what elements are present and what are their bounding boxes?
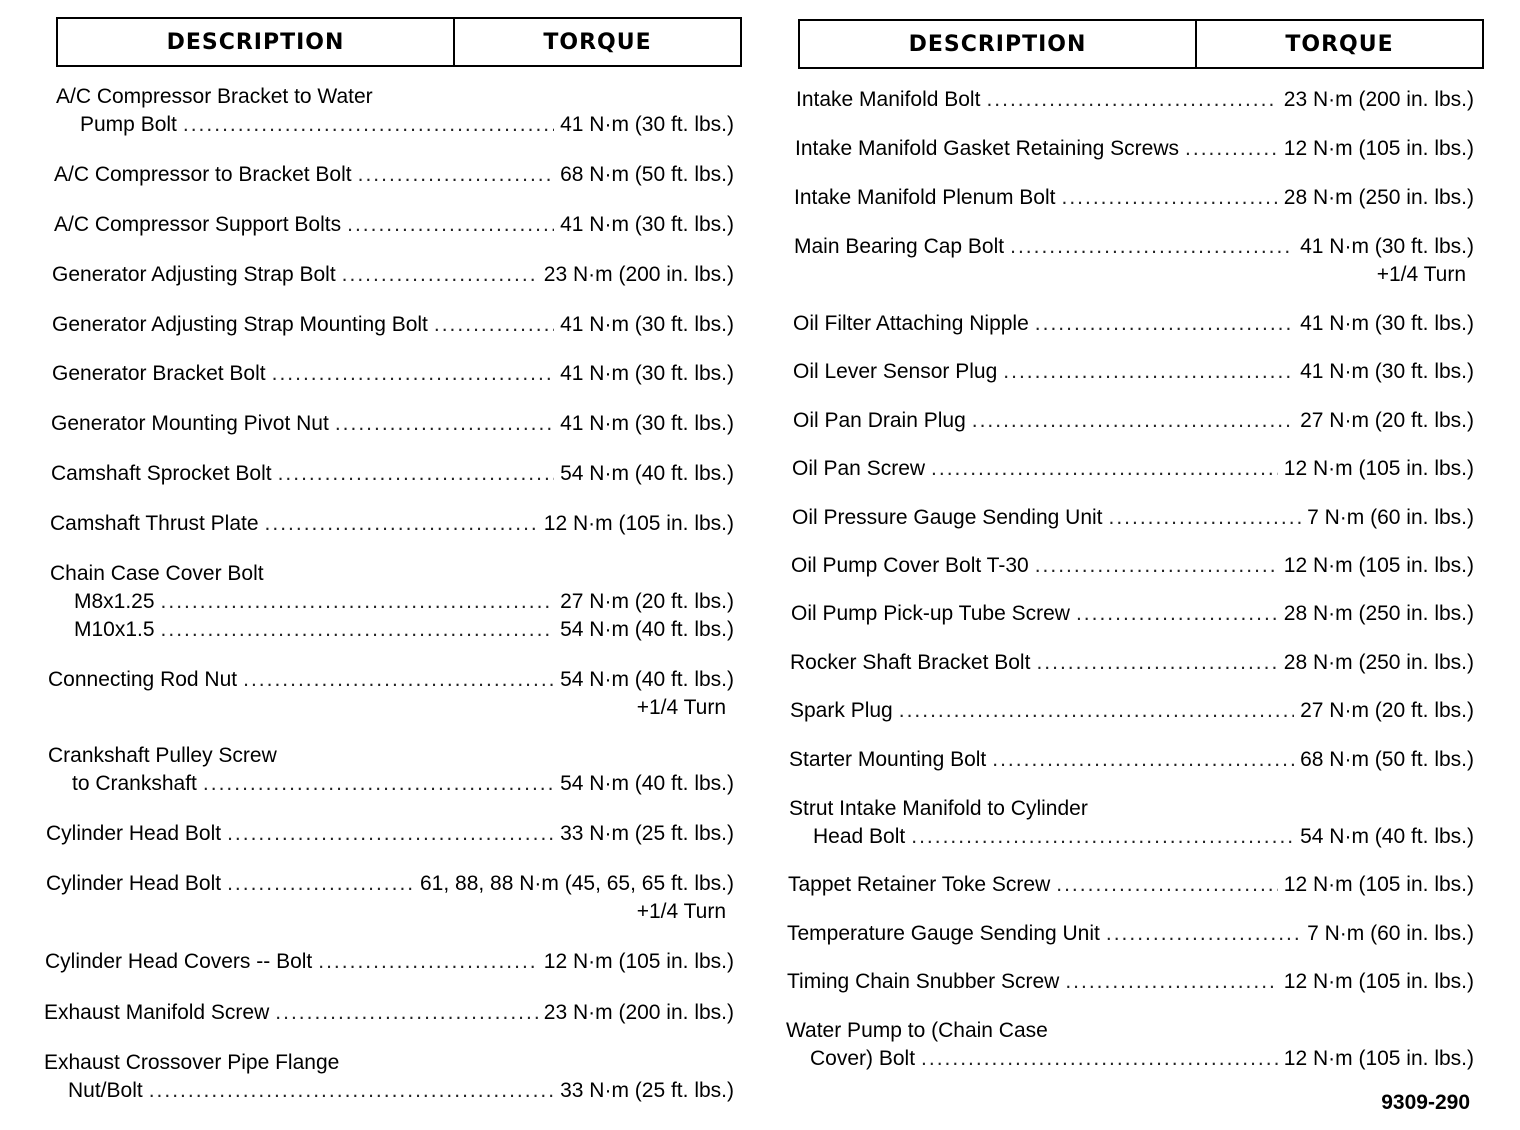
leader-dots xyxy=(1109,504,1302,532)
figure-code: 9309-290 xyxy=(1381,1091,1470,1114)
torque-value: 54 N·m (40 ft. lbs.) xyxy=(560,618,734,641)
row-description: Intake Manifold Gasket Retaining Screws xyxy=(795,137,1180,160)
torque-row xyxy=(794,233,1484,289)
leader-dots xyxy=(992,746,1294,774)
row-description: Intake Manifold Bolt xyxy=(796,88,981,111)
leader-dots xyxy=(183,111,554,139)
row-line xyxy=(48,770,734,798)
description-header: DESCRIPTION xyxy=(800,21,1197,67)
row-line xyxy=(794,233,1474,261)
row-line xyxy=(792,504,1474,532)
row-description: Generator Adjusting Strap Mounting Bolt xyxy=(52,313,428,336)
row-description-continued: to Crankshaft xyxy=(72,772,197,795)
row-line xyxy=(796,86,1474,114)
size-label: M10x1.5 xyxy=(74,618,155,641)
leader-dots xyxy=(1036,649,1277,677)
row-description: Camshaft Thrust Plate xyxy=(50,512,259,535)
torque-value: 12 N·m (105 in. lbs.) xyxy=(543,950,734,973)
row-line xyxy=(44,1049,734,1077)
row-description: Timing Chain Snubber Screw xyxy=(787,970,1060,993)
row-line xyxy=(793,407,1474,435)
row-description: Intake Manifold Plenum Bolt xyxy=(794,186,1056,209)
torque-row xyxy=(793,407,1484,435)
leader-dots xyxy=(342,261,538,289)
row-line xyxy=(52,360,734,388)
torque-row xyxy=(787,968,1484,996)
torque-row xyxy=(51,460,742,488)
torque-row xyxy=(52,261,742,289)
torque-value: 41 N·m (30 ft. lbs.) xyxy=(560,362,734,385)
torque-value: 12 N·m (105 in. lbs.) xyxy=(1283,554,1474,577)
torque-row xyxy=(48,666,742,722)
leader-dots xyxy=(347,211,554,239)
row-line xyxy=(787,968,1474,996)
extra-turn: +1/4 Turn xyxy=(636,900,726,923)
torque-value: 41 N·m (30 ft. lbs.) xyxy=(560,113,734,136)
row-description: Tappet Retainer Toke Screw xyxy=(788,873,1051,896)
torque-row xyxy=(50,510,742,538)
torque-row xyxy=(795,135,1484,163)
description-header: DESCRIPTION xyxy=(58,19,455,65)
torque-value: 41 N·m (30 ft. lbs.) xyxy=(560,412,734,435)
torque-row xyxy=(792,455,1484,483)
torque-row xyxy=(50,560,742,644)
leader-dots xyxy=(358,161,555,189)
leader-dots xyxy=(931,455,1278,483)
row-description: Connecting Rod Nut xyxy=(48,668,238,691)
torque-row xyxy=(791,600,1484,628)
row-line xyxy=(48,742,734,770)
row-line xyxy=(45,948,734,976)
row-description: Oil Pan Drain Plug xyxy=(793,409,966,432)
torque-row xyxy=(790,697,1484,725)
leader-dots xyxy=(275,999,537,1027)
torque-row xyxy=(54,161,742,189)
torque-value: 12 N·m (105 in. lbs.) xyxy=(1283,970,1474,993)
row-description: Cylinder Head Bolt xyxy=(46,872,222,895)
torque-value: 41 N·m (30 ft. lbs.) xyxy=(1300,312,1474,335)
leader-dots xyxy=(203,770,554,798)
row-description: Main Bearing Cap Bolt xyxy=(794,235,1005,258)
row-line xyxy=(52,311,734,339)
torque-value: 54 N·m (40 ft. lbs.) xyxy=(1300,825,1474,848)
row-line xyxy=(793,358,1474,386)
row-description: Crankshaft Pulley Screw xyxy=(48,744,277,767)
row-description: Camshaft Sprocket Bolt xyxy=(51,462,272,485)
row-description: Oil Lever Sensor Plug xyxy=(793,360,998,383)
row-line xyxy=(794,184,1474,212)
torque-row xyxy=(793,358,1484,386)
row-line xyxy=(48,666,734,694)
torque-row xyxy=(786,1017,1484,1073)
torque-value: 54 N·m (40 ft. lbs.) xyxy=(560,668,734,691)
torque-value: 54 N·m (40 ft. lbs.) xyxy=(560,462,734,485)
row-description: Rocker Shaft Bracket Bolt xyxy=(790,651,1031,674)
row-line xyxy=(44,999,734,1027)
leader-dots xyxy=(921,1045,1278,1073)
row-description: Chain Case Cover Bolt xyxy=(50,562,264,585)
torque-value: 41 N·m (30 ft. lbs.) xyxy=(560,313,734,336)
row-line xyxy=(50,510,734,538)
torque-value: 41 N·m (30 ft. lbs.) xyxy=(560,213,734,236)
torque-value: 12 N·m (105 in. lbs.) xyxy=(1283,137,1474,160)
row-description-continued: Head Bolt xyxy=(813,825,906,848)
row-line xyxy=(50,588,734,616)
row-description: Starter Mounting Bolt xyxy=(789,748,987,771)
row-description: Oil Pump Cover Bolt T-30 xyxy=(791,554,1029,577)
torque-row xyxy=(56,83,742,139)
leader-dots xyxy=(434,311,554,339)
torque-value: 12 N·m (105 in. lbs.) xyxy=(1283,1047,1474,1070)
leader-dots xyxy=(899,697,1294,725)
leader-dots xyxy=(243,666,554,694)
leader-dots xyxy=(227,870,414,898)
torque-value: 7 N·m (60 in. lbs.) xyxy=(1307,506,1474,529)
row-line xyxy=(56,111,734,139)
row-line xyxy=(789,746,1474,774)
torque-row xyxy=(51,410,742,438)
leader-dots xyxy=(335,410,554,438)
row-description: Strut Intake Manifold to Cylinder xyxy=(789,797,1088,820)
torque-header: TORQUE xyxy=(543,29,652,55)
torque-value: 23 N·m (200 in. lbs.) xyxy=(1283,88,1474,111)
row-line xyxy=(786,1017,1474,1045)
row-line xyxy=(790,697,1474,725)
extra-turn: +1/4 Turn xyxy=(636,696,726,719)
torque-value: 28 N·m (250 in. lbs.) xyxy=(1283,186,1474,209)
left-table-header xyxy=(56,17,742,67)
torque-value: 27 N·m (20 ft. lbs.) xyxy=(1300,409,1474,432)
torque-value: 7 N·m (60 in. lbs.) xyxy=(1307,922,1474,945)
torque-value: 12 N·m (105 in. lbs.) xyxy=(543,512,734,535)
torque-value: 28 N·m (250 in. lbs.) xyxy=(1283,602,1474,625)
torque-value: 12 N·m (105 in. lbs.) xyxy=(1283,457,1474,480)
torque-value: 27 N·m (20 ft. lbs.) xyxy=(560,590,734,613)
torque-row xyxy=(788,871,1484,899)
row-description: Oil Pan Screw xyxy=(792,457,926,480)
leader-dots xyxy=(1035,310,1294,338)
size-label: M8x1.25 xyxy=(74,590,155,613)
torque-row xyxy=(796,86,1484,114)
torque-row xyxy=(793,310,1484,338)
row-line xyxy=(792,455,1474,483)
row-line xyxy=(50,560,734,588)
leader-dots xyxy=(1076,600,1278,628)
leader-dots xyxy=(1065,968,1277,996)
row-line xyxy=(788,871,1474,899)
torque-value: 68 N·m (50 ft. lbs.) xyxy=(1300,748,1474,771)
torque-value: 54 N·m (40 ft. lbs.) xyxy=(560,772,734,795)
torque-row xyxy=(48,742,742,798)
row-description-continued: Pump Bolt xyxy=(80,113,177,136)
leader-dots xyxy=(278,460,555,488)
row-description: Oil Pump Pick-up Tube Screw xyxy=(791,602,1070,625)
row-line xyxy=(52,261,734,289)
leader-dots xyxy=(272,360,555,388)
torque-row xyxy=(791,552,1484,580)
row-line xyxy=(789,823,1474,851)
row-line xyxy=(787,920,1474,948)
row-line xyxy=(54,161,734,189)
torque-row xyxy=(790,649,1484,677)
row-description: Temperature Gauge Sending Unit xyxy=(787,922,1100,945)
row-description: Water Pump to (Chain Case xyxy=(786,1019,1048,1042)
row-description: Generator Adjusting Strap Bolt xyxy=(52,263,336,286)
torque-row xyxy=(54,211,742,239)
torque-row xyxy=(46,870,742,926)
row-description: A/C Compressor to Bracket Bolt xyxy=(54,163,352,186)
row-description: Cylinder Head Covers -- Bolt xyxy=(45,950,313,973)
row-line xyxy=(46,870,734,898)
torque-value: 68 N·m (50 ft. lbs.) xyxy=(560,163,734,186)
leader-dots xyxy=(1185,135,1278,163)
leader-dots xyxy=(265,510,538,538)
torque-value: 27 N·m (20 ft. lbs.) xyxy=(1300,699,1474,722)
row-description: Generator Mounting Pivot Nut xyxy=(51,412,329,435)
torque-row xyxy=(44,1049,742,1105)
torque-header: TORQUE xyxy=(1285,31,1394,57)
row-line xyxy=(51,460,734,488)
row-description: Exhaust Crossover Pipe Flange xyxy=(44,1051,340,1074)
row-line xyxy=(795,135,1474,163)
torque-value: 28 N·m (250 in. lbs.) xyxy=(1283,651,1474,674)
extra-turn: +1/4 Turn xyxy=(1376,263,1466,286)
leader-dots xyxy=(161,588,555,616)
row-description: Cylinder Head Bolt xyxy=(46,822,222,845)
row-line xyxy=(50,616,734,644)
torque-row xyxy=(46,820,742,848)
torque-row xyxy=(45,948,742,976)
torque-value: 33 N·m (25 ft. lbs.) xyxy=(560,822,734,845)
row-description: Oil Filter Attaching Nipple xyxy=(793,312,1029,335)
torque-row xyxy=(789,795,1484,851)
leader-dots xyxy=(1061,184,1277,212)
row-line xyxy=(54,211,734,239)
leader-dots xyxy=(1106,920,1301,948)
leader-dots xyxy=(1010,233,1294,261)
row-line xyxy=(44,1077,734,1105)
torque-row xyxy=(44,999,742,1027)
row-description-continued: Nut/Bolt xyxy=(68,1079,143,1102)
row-description: Oil Pressure Gauge Sending Unit xyxy=(792,506,1103,529)
row-description-continued: Cover) Bolt xyxy=(810,1047,916,1070)
leader-dots xyxy=(1003,358,1294,386)
torque-value: 41 N·m (30 ft. lbs.) xyxy=(1300,360,1474,383)
row-line xyxy=(791,552,1474,580)
torque-row xyxy=(52,311,742,339)
torque-row xyxy=(792,504,1484,532)
torque-value: 12 N·m (105 in. lbs.) xyxy=(1283,873,1474,896)
leader-dots xyxy=(911,823,1294,851)
row-line xyxy=(791,600,1474,628)
row-description: Exhaust Manifold Screw xyxy=(44,1001,270,1024)
leader-dots xyxy=(972,407,1294,435)
torque-row xyxy=(787,920,1484,948)
row-description: A/C Compressor Support Bolts xyxy=(54,213,342,236)
torque-value: 23 N·m (200 in. lbs.) xyxy=(543,263,734,286)
row-line xyxy=(793,310,1474,338)
row-description: Generator Bracket Bolt xyxy=(52,362,266,385)
torque-row xyxy=(794,184,1484,212)
torque-row xyxy=(52,360,742,388)
leader-dots xyxy=(986,86,1277,114)
row-line xyxy=(786,1045,1474,1073)
leader-dots xyxy=(161,616,555,644)
torque-value: 41 N·m (30 ft. lbs.) xyxy=(1300,235,1474,258)
torque-row xyxy=(789,746,1484,774)
leader-dots xyxy=(318,948,538,976)
leader-dots xyxy=(1056,871,1278,899)
leader-dots xyxy=(1035,552,1278,580)
leader-dots xyxy=(149,1077,554,1105)
row-description: A/C Compressor Bracket to Water xyxy=(56,85,373,108)
row-line xyxy=(790,649,1474,677)
torque-value: 33 N·m (25 ft. lbs.) xyxy=(560,1079,734,1102)
torque-value: 23 N·m (200 in. lbs.) xyxy=(543,1001,734,1024)
row-line xyxy=(789,795,1474,823)
torque-value: 61, 88, 88 N·m (45, 65, 65 ft. lbs.) xyxy=(420,872,734,895)
row-line xyxy=(51,410,734,438)
right-table-header xyxy=(798,19,1484,69)
row-line xyxy=(46,820,734,848)
leader-dots xyxy=(227,820,554,848)
row-description: Spark Plug xyxy=(790,699,893,722)
row-line xyxy=(56,83,734,111)
